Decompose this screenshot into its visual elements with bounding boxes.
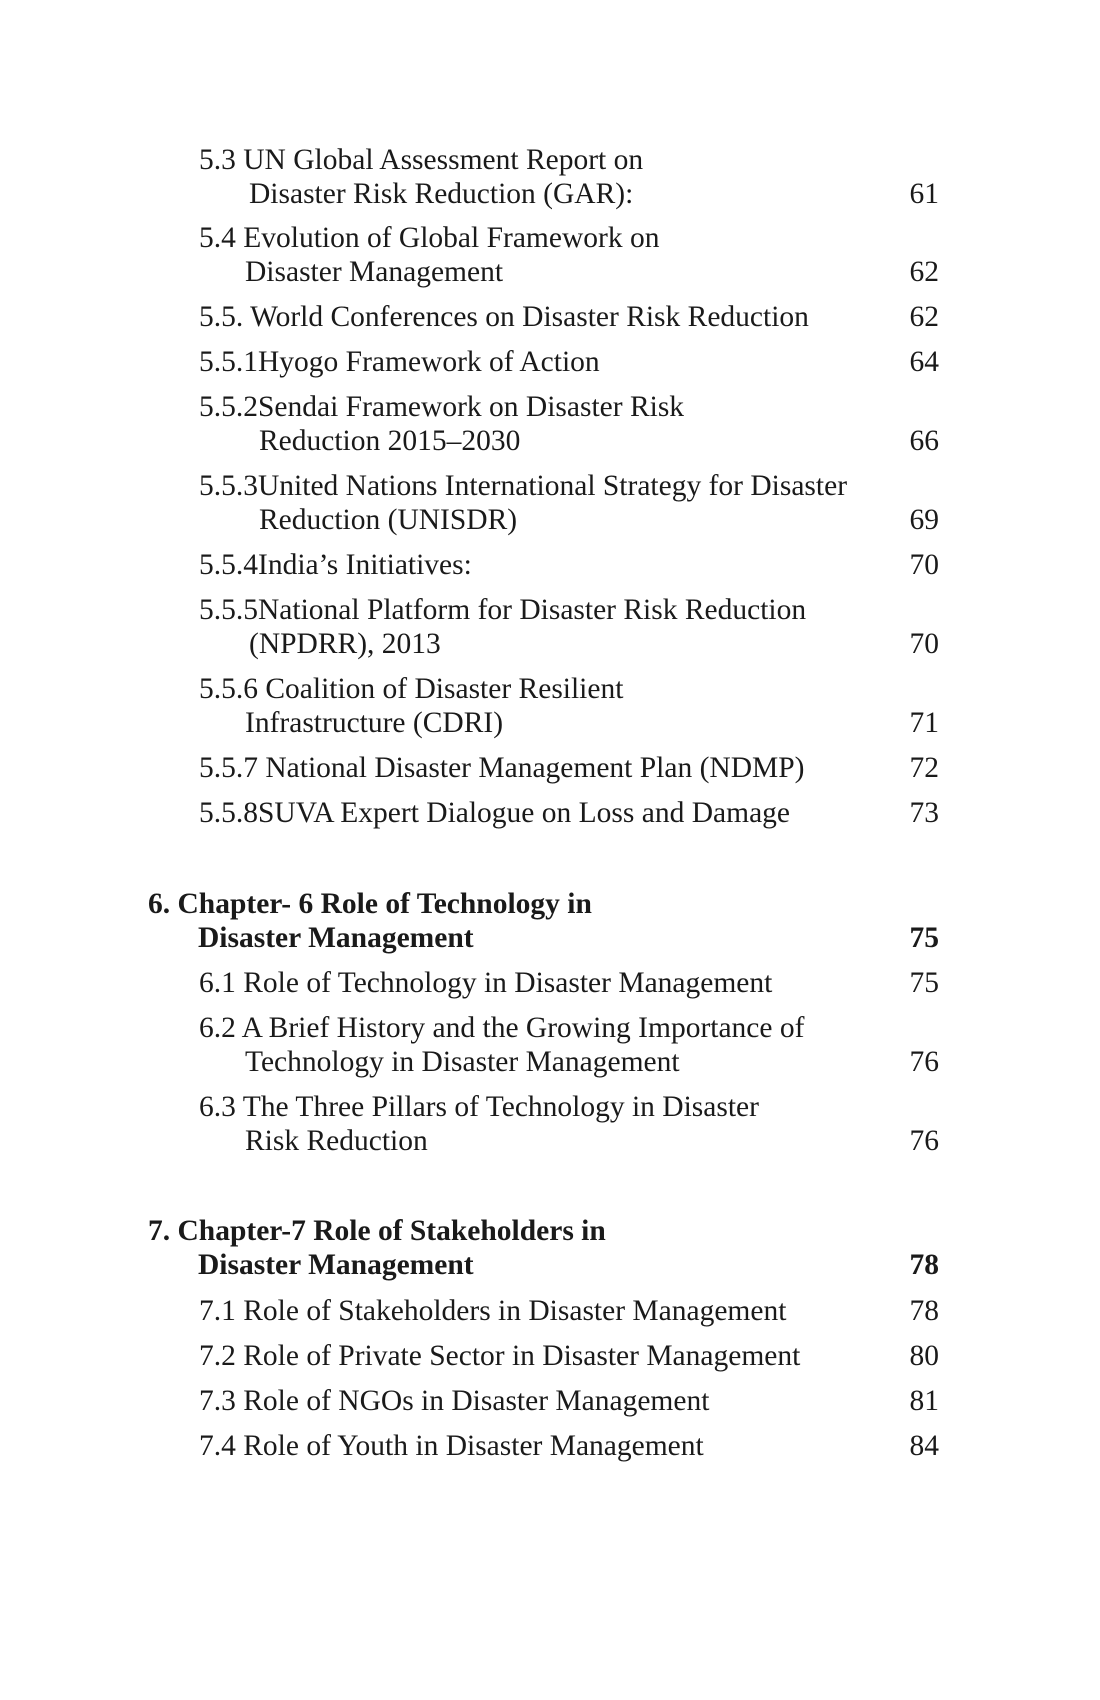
entry-number: 5.3 xyxy=(199,144,236,176)
entry-title-continued: Technology in Disaster Management xyxy=(245,1046,680,1078)
page-number: 66 xyxy=(909,425,939,457)
entry-title: Role of Youth in Disaster Management xyxy=(243,1430,704,1462)
chapter-title-continued: Disaster Management xyxy=(198,1249,474,1281)
page-number: 75 xyxy=(909,922,939,954)
page-number: 81 xyxy=(909,1385,939,1417)
entry-title: Role of Technology in Disaster Management xyxy=(243,967,773,999)
entry-number: 7.3 xyxy=(199,1385,236,1417)
entry-number: 6.1 xyxy=(199,967,236,999)
toc-entry-5-5-6 xyxy=(199,672,939,740)
entry-title-continued: (NPDRR), 2013 xyxy=(249,628,441,660)
page-number: 70 xyxy=(909,628,939,660)
page-number: 71 xyxy=(909,707,939,739)
page-number: 69 xyxy=(909,504,939,536)
entry-title: Role of Private Sector in Disaster Management xyxy=(243,1340,801,1372)
entry-title: National Platform for Disaster Risk Reduction xyxy=(258,594,807,626)
toc-entry-5-5-1 xyxy=(199,345,939,379)
toc-entry-5-5-8 xyxy=(199,796,939,830)
toc-entry-6-3 xyxy=(199,1090,939,1158)
entry-number: 5.5.1 xyxy=(199,346,258,378)
entry-number: 5.5.4 xyxy=(199,549,258,581)
toc-entry-5-3 xyxy=(199,143,939,211)
page-number: 72 xyxy=(909,752,939,784)
toc-entry-7-1 xyxy=(199,1294,939,1328)
entry-number: 5.4 xyxy=(199,222,236,254)
entry-title: A Brief History and the Growing Importance of xyxy=(241,1012,805,1044)
entry-number: 5.5.6 xyxy=(199,673,258,705)
toc-entry-5-5-4 xyxy=(199,548,939,582)
toc-entry-7-3 xyxy=(199,1384,939,1418)
entry-title: India’s Initiatives: xyxy=(258,549,472,581)
entry-number: 6.2 xyxy=(199,1012,236,1044)
page-number: 78 xyxy=(909,1295,939,1327)
entry-title: Role of Stakeholders in Disaster Management xyxy=(243,1295,787,1327)
entry-title: Coalition of Disaster Resilient xyxy=(265,673,624,705)
entry-number: 7.2 xyxy=(199,1340,236,1372)
chapter-title-continued: Disaster Management xyxy=(198,922,474,954)
page-number: 76 xyxy=(909,1046,939,1078)
page-number: 75 xyxy=(909,967,939,999)
entry-title: SUVA Expert Dialogue on Loss and Damage xyxy=(258,797,791,829)
entry-title-continued: Disaster Management xyxy=(245,256,504,288)
toc-entry-5-5-2 xyxy=(199,390,939,458)
entry-number: 5.5.2 xyxy=(199,391,258,423)
entry-title-continued: Risk Reduction xyxy=(245,1125,428,1157)
entry-number: 6.3 xyxy=(199,1091,236,1123)
chapter-title: 7. Chapter-7 Role of Stakeholders in xyxy=(148,1215,606,1247)
entry-number: 5.5.5 xyxy=(199,594,258,626)
page-number: 78 xyxy=(909,1249,939,1281)
entry-title: World Conferences on Disaster Risk Reduction xyxy=(250,301,809,333)
entry-number: 5.5. xyxy=(199,301,244,333)
chapter-7-heading xyxy=(148,1214,939,1282)
entry-title: United Nations International Strategy for Disaster xyxy=(258,470,848,502)
toc-entry-5-5-5 xyxy=(199,593,939,661)
page-number: 64 xyxy=(909,346,939,378)
toc-entry-5-5 xyxy=(199,300,939,334)
entry-title: Sendai Framework on Disaster Risk xyxy=(258,391,685,423)
entry-title: The Three Pillars of Technology in Disaster xyxy=(242,1091,759,1123)
toc-entry-5-5-3 xyxy=(199,469,939,537)
chapter-6-heading xyxy=(148,887,939,955)
page-number: 73 xyxy=(909,797,939,829)
entry-number: 5.5.8 xyxy=(199,797,258,829)
toc-entry-7-4 xyxy=(199,1429,939,1463)
entry-number: 5.5.3 xyxy=(199,470,258,502)
page-number: 76 xyxy=(909,1125,939,1157)
entry-title-continued: Disaster Risk Reduction (GAR): xyxy=(249,178,634,210)
entry-title: UN Global Assessment Report on xyxy=(243,144,644,176)
entry-title-continued: Reduction 2015–2030 xyxy=(259,425,521,457)
entry-number: 7.4 xyxy=(199,1430,236,1462)
page-number: 62 xyxy=(909,256,939,288)
entry-title-continued: Reduction (UNISDR) xyxy=(259,504,518,536)
page-number: 80 xyxy=(909,1340,939,1372)
entry-title: Evolution of Global Framework on xyxy=(243,222,660,254)
page-number: 61 xyxy=(909,178,939,210)
entry-number: 7.1 xyxy=(199,1295,236,1327)
entry-number: 5.5.7 xyxy=(199,752,258,784)
toc-entry-5-5-7 xyxy=(199,751,939,785)
entry-title: Hyogo Framework of Action xyxy=(258,346,600,378)
page-number: 70 xyxy=(909,549,939,581)
toc-entry-6-2 xyxy=(199,1011,939,1079)
page-number: 62 xyxy=(909,301,939,333)
toc-entry-7-2 xyxy=(199,1339,939,1373)
toc-entry-5-4 xyxy=(199,221,939,289)
entry-title: National Disaster Management Plan (NDMP) xyxy=(265,752,805,784)
toc-entry-6-1 xyxy=(199,966,939,1000)
chapter-title: 6. Chapter- 6 Role of Technology in xyxy=(148,888,592,920)
entry-title: Role of NGOs in Disaster Management xyxy=(243,1385,710,1417)
entry-title-continued: Infrastructure (CDRI) xyxy=(245,707,504,739)
page-number: 84 xyxy=(909,1430,939,1462)
